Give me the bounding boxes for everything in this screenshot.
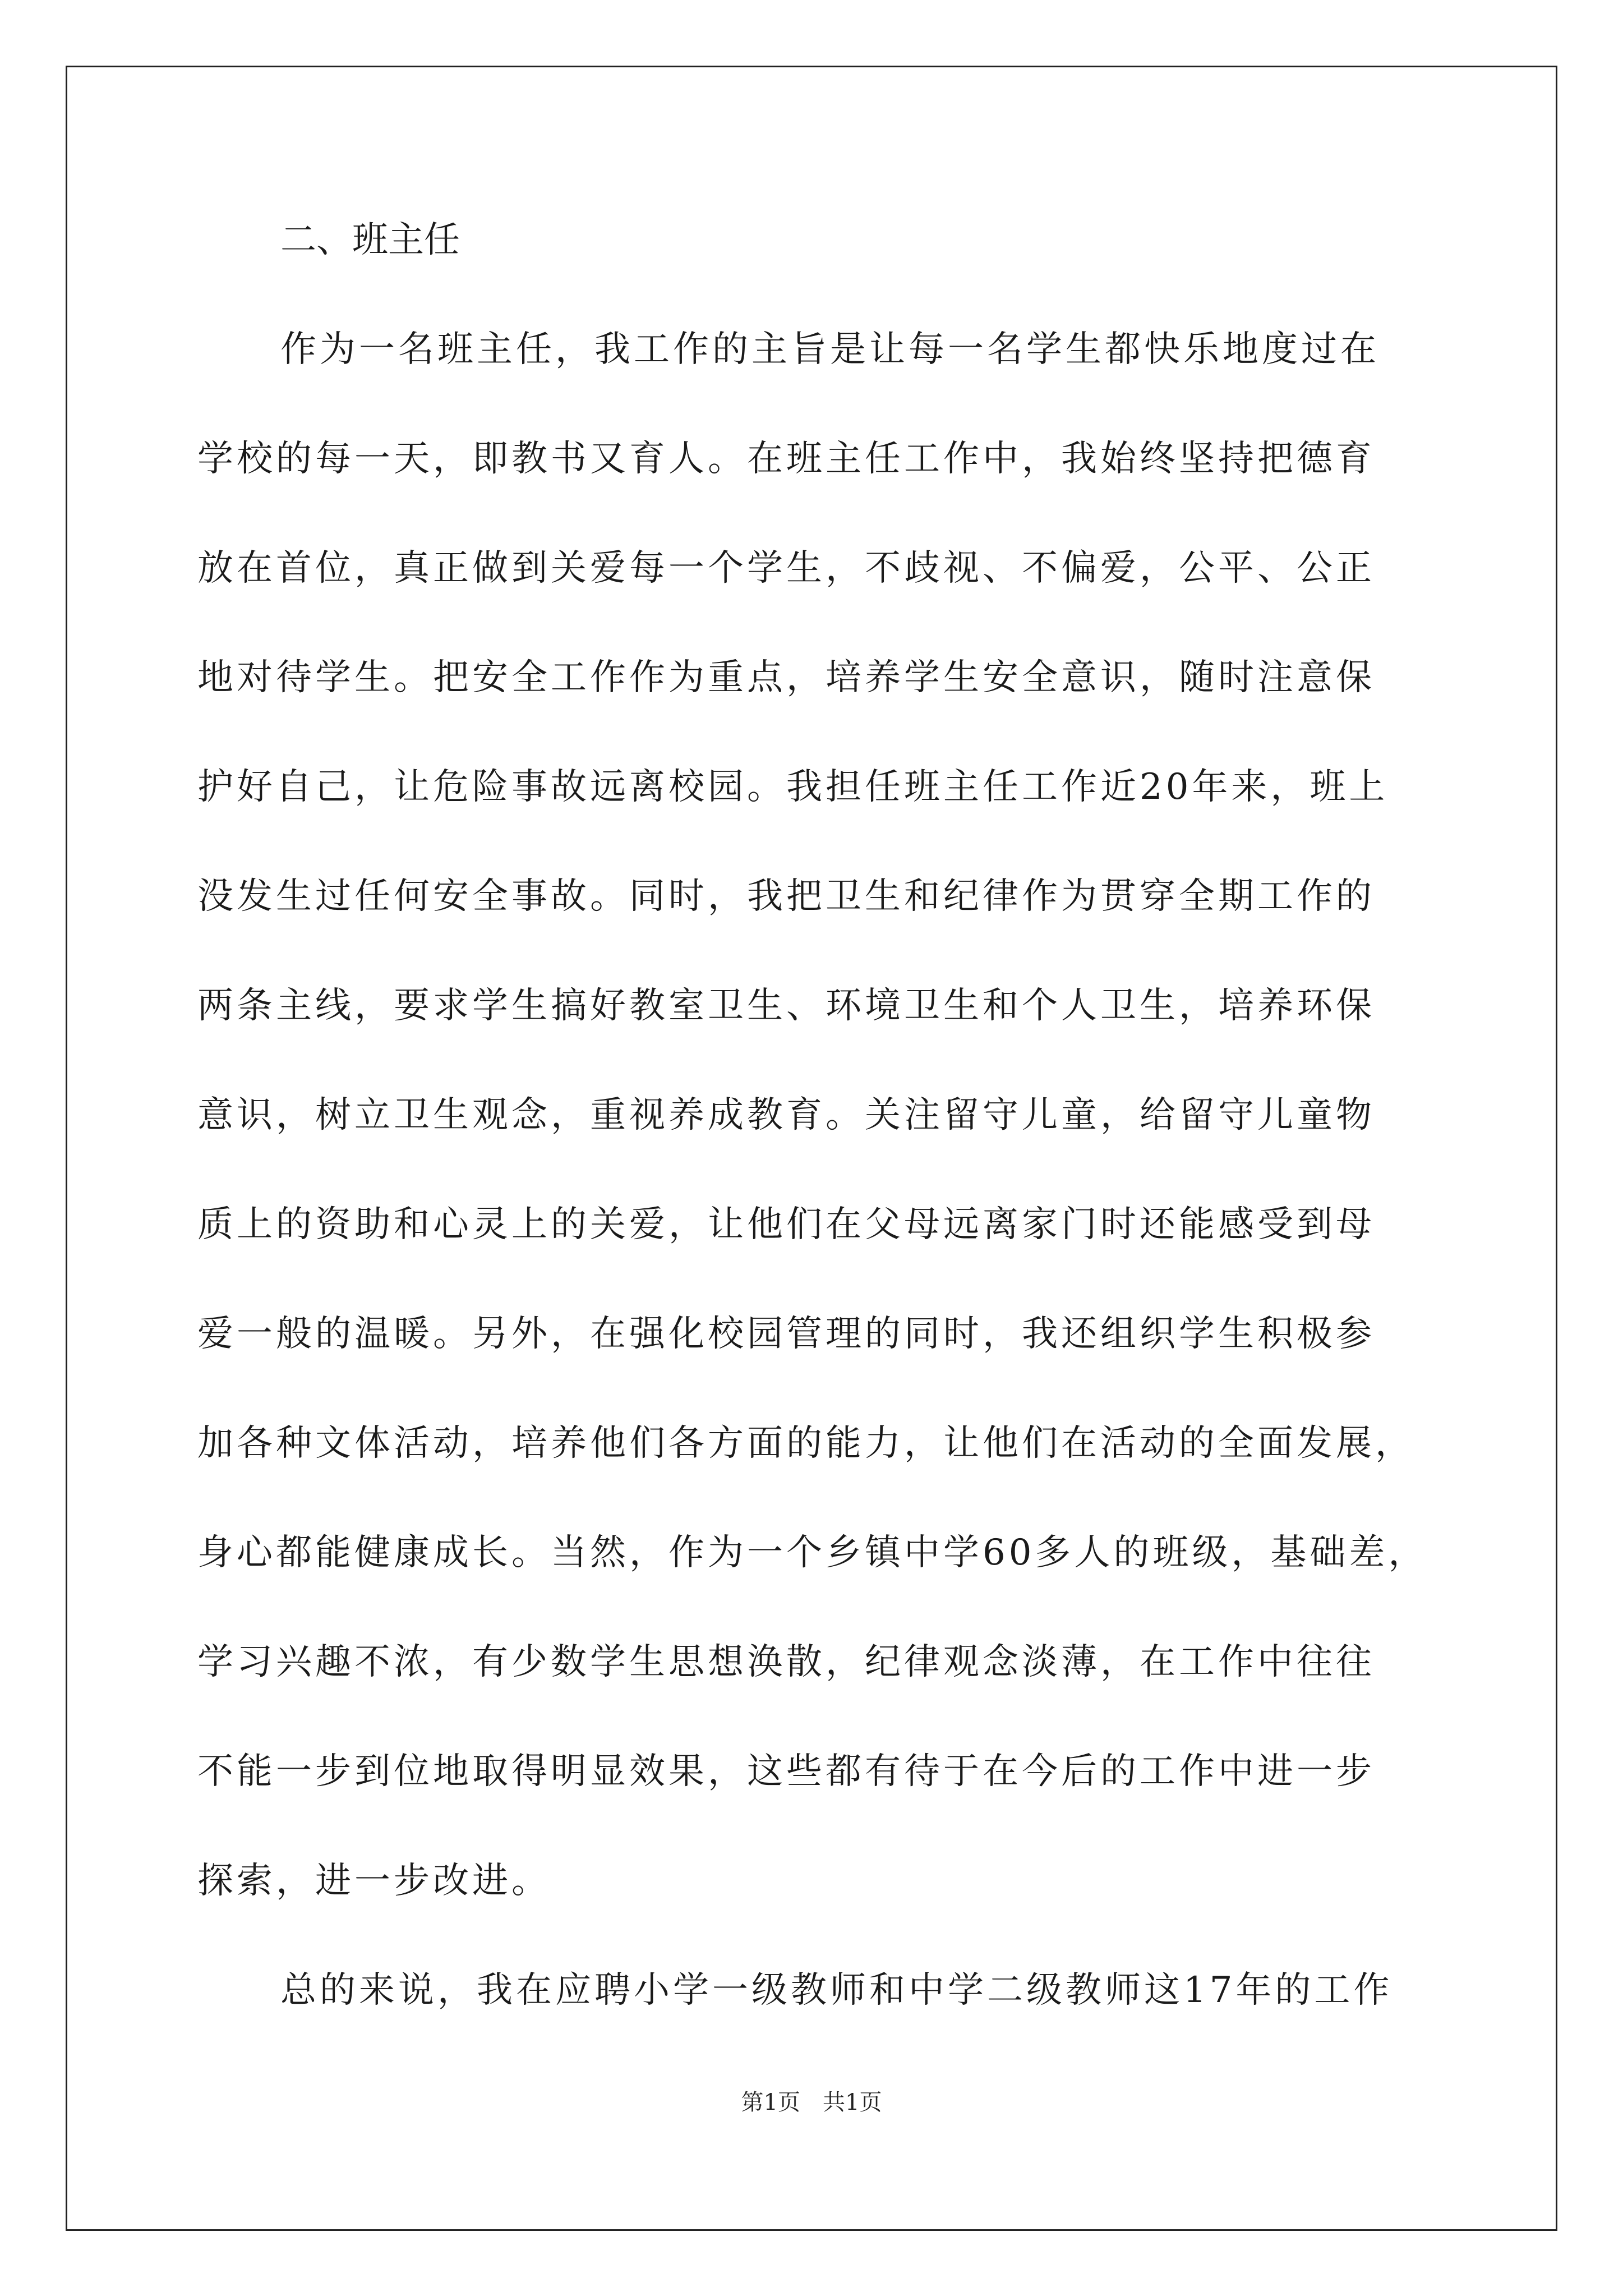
text-line: 质上的资助和心灵上的关爱，让他们在父母远离家门时还能感受到母 <box>197 1204 1375 1245</box>
text-line: 两条主线，要求学生搞好教室卫生、环境卫生和个人卫生，培养环保 <box>197 985 1375 1027</box>
text-line: 没发生过任何安全事故。同时，我把卫生和纪律作为贯穿全期工作的 <box>197 876 1375 917</box>
text-line: 学校的每一天，即教书又育人。在班主任工作中，我始终坚持把德育 <box>197 438 1375 480</box>
page-footer: 第1页 共1页 <box>741 2090 882 2115</box>
text-line: 意识，树立卫生观念，重视养成教育。关注留守儿童，给留守儿童物 <box>197 1094 1375 1136</box>
section-heading: 二、班主任 <box>280 219 460 261</box>
text-line: 不能一步到位地取得明显效果，这些都有待于在今后的工作中进一步 <box>197 1751 1375 1792</box>
text-line: 探索，进一步改进。 <box>197 1860 551 1902</box>
document-body <box>197 213 1431 2073</box>
text-line: 放在首位，真正做到关爱每一个学生，不歧视、不偏爱，公平、公正 <box>197 547 1375 589</box>
text-line: 身心都能健康成长。当然，作为一个乡镇中学60多人的班级，基础差， <box>197 1532 1428 1573</box>
text-line: 总的来说，我在应聘小学一级教师和中学二级教师这17年的工作 <box>280 1970 1393 2011</box>
text-line: 护好自己，让危险事故远离校园。我担任班主任工作近20年来，班上 <box>197 766 1389 808</box>
text-line: 作为一名班主任，我工作的主旨是让每一名学生都快乐地度过在 <box>280 329 1380 370</box>
text-line: 学习兴趣不浓，有少数学生思想涣散，纪律观念淡薄，在工作中往往 <box>197 1641 1375 1683</box>
paragraph-lines <box>197 323 1431 2017</box>
text-line: 加各种文体活动，培养他们各方面的能力，让他们在活动的全面发展， <box>197 1423 1414 1464</box>
text-line: 地对待学生。把安全工作作为重点，培养学生安全意识，随时注意保 <box>197 657 1375 698</box>
text-line: 爱一般的温暖。另外，在强化校园管理的同时，我还组织学生积极参 <box>197 1313 1375 1355</box>
